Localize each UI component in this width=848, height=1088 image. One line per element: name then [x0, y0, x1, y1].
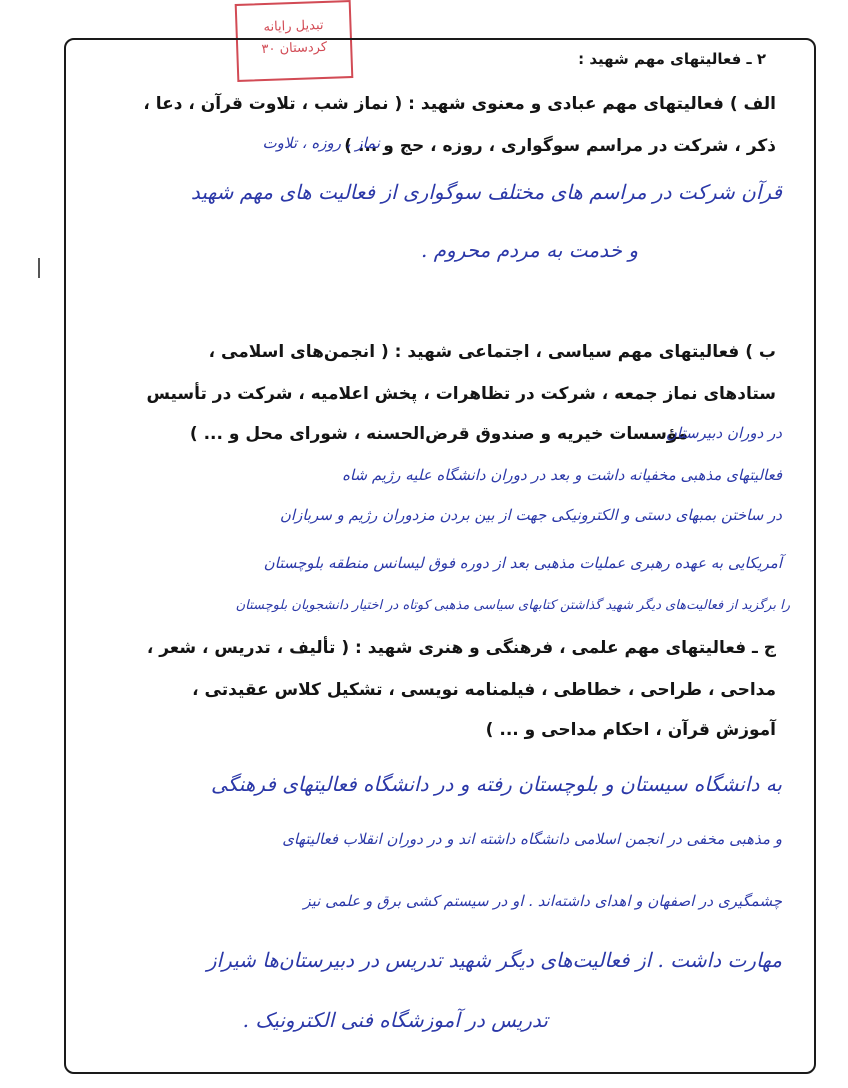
section-c-handwriting-4: مهارت داشت . از فعالیت‌های دیگر شهید تدریس در دبیرستان‌ها شیراز — [206, 948, 782, 972]
section-c-handwriting-3: چشمگیری در اصفهان و اهدای داشته‌اند . او در سیستم کشی برق و علمی نیز — [303, 892, 782, 910]
stamp-line-2: کردستان ۳۰ — [261, 39, 328, 58]
section-b-handwriting-4: را برگزید از فعالیت‌های دیگر شهید گذاشتن کتابهای سیاسی مذهبی کوتاه در اختیار دانشجویان بلوچستان — [235, 598, 790, 613]
page-title: ۲ ـ فعالیتهای مهم شهید : — [578, 50, 766, 68]
section-c-line-2: مداحی ، طراحی ، خطاطی ، فیلمنامه نویسی ، تشکیل کلاس عقیدتی ، — [192, 680, 776, 700]
section-b-handwriting-1: فعالیتهای مذهبی مخفیانه داشت و بعد در دوران دانشگاه علیه رژیم شاه — [342, 466, 782, 484]
section-b-handwriting-2: در ساختن بمبهای دستی و الکترونیکی جهت از بین بردن مزدوران رژیم و سربازان — [279, 506, 782, 524]
section-c-line-3: آموزش قرآن ، احکام مداحی و ... ) — [485, 720, 776, 740]
section-b-line-2: ستادهای نماز جمعه ، شرکت در تظاهرات ، پخش اعلامیه ، شرکت در تأسیس — [146, 384, 776, 404]
margin-mark — [38, 258, 40, 278]
section-b-line-3: مؤسسات خیریه و صندوق قرض‌الحسنه ، شورای محل و ... ) — [189, 424, 688, 444]
section-c-line-1: ج ـ فعالیتهای مهم علمی ، فرهنگی و هنری شهید : ( تألیف ، تدریس ، شعر ، — [146, 638, 776, 658]
section-c-handwriting-1: به دانشگاه سیستان و بلوچستان رفته و در دانشگاه فعالیتهای فرهنگی — [210, 772, 782, 796]
section-a-inline-handwriting: نماز ، روزه ، تلاوت — [262, 134, 380, 152]
section-c-handwriting-2: و مذهبی مخفی در انجمن اسلامی دانشگاه داشته اند و در دوران انقلاب فعالیتهای — [282, 830, 782, 848]
section-a-handwriting-2: و خدمت به مردم محروم . — [420, 238, 638, 262]
section-a-line-1: الف ) فعالیتهای مهم عبادی و معنوی شهید : ( نماز شب ، تلاوت قرآن ، دعا ، — [143, 94, 776, 114]
section-a-handwriting-1: قرآن شرکت در مراسم های مختلف سوگواری از فعالیت های مهم شهید — [190, 180, 782, 204]
section-b-line-1: ب ) فعالیتهای مهم سیاسی ، اجتماعی شهید : ( انجمن‌های اسلامی ، — [208, 342, 776, 362]
stamp-line-1: تبدیل رایانه — [263, 17, 324, 36]
section-b-handwriting-3: آمریکایی به عهده رهبری عملیات مذهبی بعد از دوره فوق لیسانس منطقه بلوچستان — [263, 554, 782, 572]
section-b-inline-handwriting: در دوران دبیرستان — [665, 424, 782, 442]
section-c-handwriting-5: تدریس در آموزشگاه فنی الکترونیک . — [242, 1008, 548, 1032]
section-a-line-2: ذکر ، شرکت در مراسم سوگواری ، روزه ، حج و ... ) — [344, 136, 776, 156]
